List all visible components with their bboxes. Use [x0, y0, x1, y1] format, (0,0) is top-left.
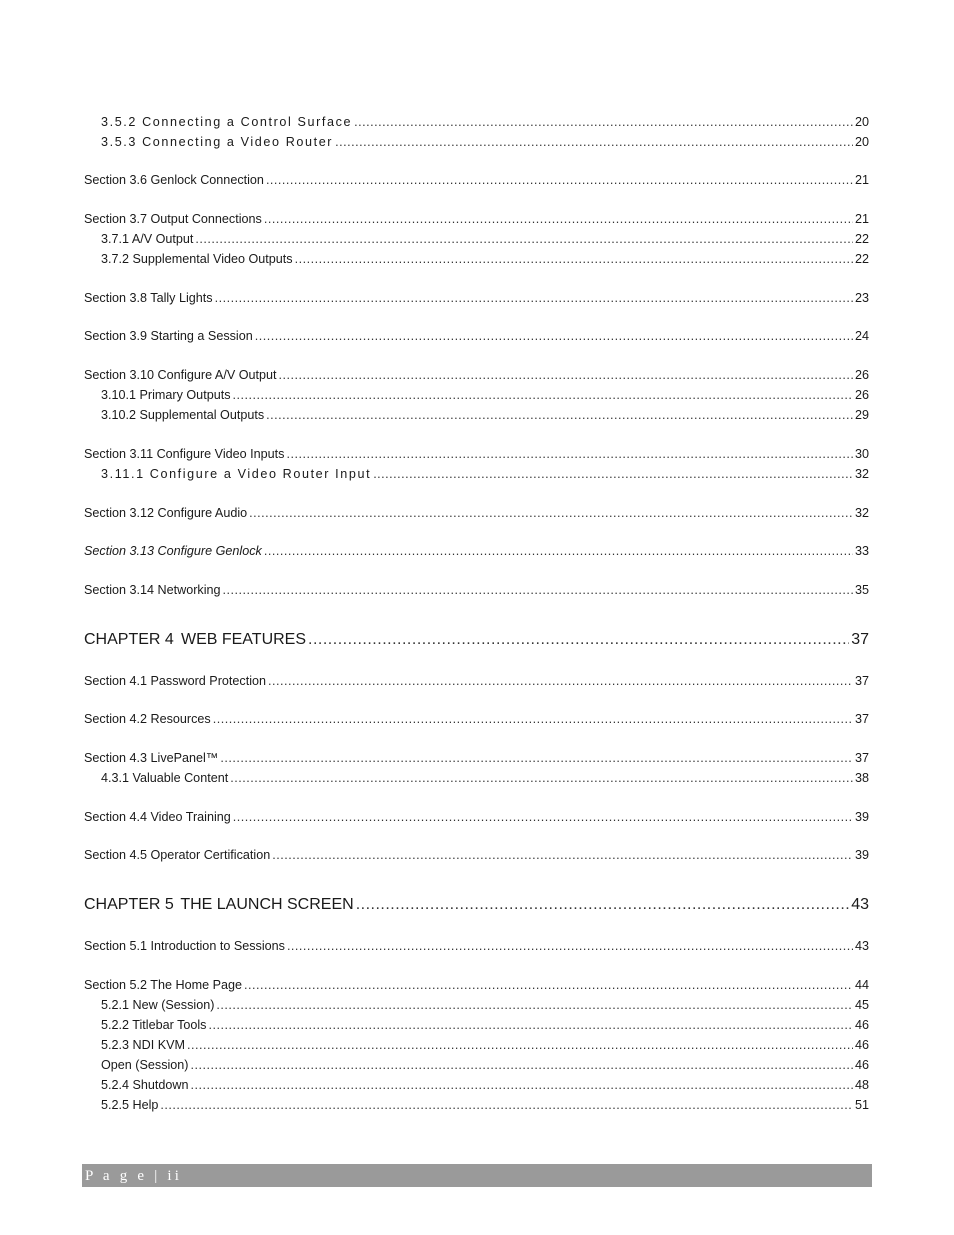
page-footer-bar: [82, 1164, 872, 1187]
toc-entry-title[interactable]: Section 3.14 Networking: [84, 583, 221, 597]
toc-page-number[interactable]: 44: [854, 978, 869, 992]
toc-page-number[interactable]: 24: [854, 329, 869, 343]
toc-page-number[interactable]: 39: [854, 848, 869, 862]
toc-page-number[interactable]: 39: [854, 810, 869, 824]
toc-entry[interactable]: [0, 288, 954, 308]
toc-page-number[interactable]: 26: [854, 388, 869, 402]
toc-page-number[interactable]: 35: [854, 583, 869, 597]
toc-entry[interactable]: [0, 405, 954, 425]
toc-entry-title[interactable]: 3.5.3 Connecting a Video Router: [101, 135, 334, 149]
toc-entry[interactable]: [0, 249, 954, 269]
toc-entry-title[interactable]: Section 4.5 Operator Certification: [84, 848, 271, 862]
toc-entry-title[interactable]: 4.3.1 Valuable Content: [101, 771, 229, 785]
toc-dot-leader: [308, 627, 849, 653]
toc-entry-title[interactable]: Open (Session): [101, 1058, 189, 1072]
toc-entry[interactable]: [0, 580, 954, 600]
toc-entry-title[interactable]: WEB FEATURES: [180, 631, 307, 648]
toc-chapter-number: CHAPTER 4: [84, 631, 174, 648]
toc-page-number[interactable]: 37: [854, 751, 869, 765]
toc-entry-title[interactable]: Section 4.4 Video Training: [84, 810, 231, 824]
toc-entry-title[interactable]: Section 5.2 The Home Page: [84, 978, 242, 992]
toc-dot-leader: [191, 1075, 853, 1095]
toc-entry[interactable]: [0, 132, 954, 152]
toc-dot-leader: [266, 405, 853, 425]
toc-entry[interactable]: [0, 541, 954, 561]
toc-dot-leader: [266, 170, 853, 190]
toc-entry[interactable]: [0, 1095, 954, 1115]
toc-chapter-number: CHAPTER 5: [84, 896, 174, 913]
toc-entry[interactable]: [0, 975, 954, 995]
toc-entry[interactable]: [0, 807, 954, 827]
toc-dot-leader: [335, 132, 853, 152]
toc-entry-title[interactable]: 3.7.2 Supplemental Video Outputs: [101, 252, 293, 266]
toc-entry[interactable]: [0, 1015, 954, 1035]
toc-page-number[interactable]: 21: [854, 212, 869, 226]
toc-dot-leader: [208, 1015, 853, 1035]
toc-entry[interactable]: [0, 326, 954, 346]
toc-entry-title[interactable]: 3.11.1 Configure a Video Router Input: [101, 467, 372, 481]
toc-dot-leader: [272, 845, 853, 865]
toc-entry-title[interactable]: 5.2.3 NDI KVM: [101, 1038, 185, 1052]
toc-entry-title[interactable]: 5.2.1 New (Session): [101, 998, 215, 1012]
toc-entry[interactable]: [0, 503, 954, 523]
toc-page-number[interactable]: 38: [854, 771, 869, 785]
toc-entry-title[interactable]: 3.7.1 A/V Output: [101, 232, 194, 246]
toc-chapter-entry[interactable]: [0, 627, 954, 653]
toc-entry[interactable]: [0, 1075, 954, 1095]
toc-dot-leader: [356, 892, 850, 918]
toc-dot-leader: [223, 580, 853, 600]
toc-entry-title[interactable]: 5.2.5 Help: [101, 1098, 159, 1112]
toc-dot-leader: [187, 1035, 853, 1055]
toc-page-number[interactable]: 43: [854, 939, 869, 953]
toc-dot-leader: [233, 807, 853, 827]
toc-dot-leader: [268, 671, 853, 691]
toc-page-number[interactable]: 51: [854, 1098, 869, 1112]
toc-entry[interactable]: [0, 385, 954, 405]
toc-dot-leader: [215, 288, 853, 308]
toc-entry[interactable]: [0, 209, 954, 229]
toc-page-number[interactable]: 46: [854, 1058, 869, 1072]
toc-page-number[interactable]: 37: [854, 712, 869, 726]
toc-entry[interactable]: [0, 1035, 954, 1055]
toc-dot-leader: [244, 975, 853, 995]
toc-entry[interactable]: [0, 229, 954, 249]
toc-page-number[interactable]: 22: [854, 232, 869, 246]
toc-page-number[interactable]: 37: [854, 674, 869, 688]
toc-entry-title[interactable]: Section 4.2 Resources: [84, 712, 211, 726]
toc-entry[interactable]: [0, 845, 954, 865]
toc-entry-title[interactable]: Section 3.12 Configure Audio: [84, 506, 248, 520]
toc-dot-leader: [216, 995, 853, 1015]
toc-entry[interactable]: [0, 1055, 954, 1075]
toc-page-number[interactable]: 48: [854, 1078, 869, 1092]
toc-dot-leader: [287, 936, 853, 956]
toc-entry[interactable]: [0, 995, 954, 1015]
toc-entry[interactable]: [0, 365, 954, 385]
toc-entry[interactable]: [0, 748, 954, 768]
toc-dot-leader: [264, 209, 853, 229]
toc-entry-title[interactable]: Section 3.7 Output Connections: [84, 212, 262, 226]
toc-chapter-entry[interactable]: [0, 892, 954, 918]
toc-page-number[interactable]: 33: [854, 544, 869, 558]
toc-dot-leader: [220, 748, 853, 768]
toc-entry-title[interactable]: THE LAUNCH SCREEN: [180, 896, 354, 913]
toc-entry-title[interactable]: 5.2.4 Shutdown: [101, 1078, 189, 1092]
toc-entry-title[interactable]: Section 3.8 Tally Lights: [84, 291, 213, 305]
toc-page-number[interactable]: 32: [854, 467, 869, 481]
toc-page-number[interactable]: 20: [854, 115, 869, 129]
toc-entry-title[interactable]: 5.2.2 Titlebar Tools: [101, 1018, 207, 1032]
toc-page-number[interactable]: 20: [854, 135, 869, 149]
toc-page-number[interactable]: 46: [854, 1018, 869, 1032]
toc-dot-leader: [195, 229, 853, 249]
toc-page-number[interactable]: 45: [854, 998, 869, 1012]
page-number-label: P a g e | ii: [85, 1168, 183, 1184]
toc-entry[interactable]: [0, 768, 954, 788]
toc-page-number[interactable]: 30: [854, 447, 869, 461]
toc-dot-leader: [160, 1095, 853, 1115]
toc-dot-leader: [191, 1055, 853, 1075]
toc-page-number[interactable]: 37: [851, 631, 869, 648]
toc-entry[interactable]: [0, 444, 954, 464]
toc-page-number[interactable]: 21: [854, 173, 869, 187]
toc-dot-leader: [286, 444, 853, 464]
toc-entry-title[interactable]: Section 3.6 Genlock Connection: [84, 173, 264, 187]
toc-entry-title[interactable]: Section 3.9 Starting a Session: [84, 329, 253, 343]
toc-page-number[interactable]: 46: [854, 1038, 869, 1052]
toc-dot-leader: [233, 385, 853, 405]
toc-entry-title[interactable]: Section 3.10 Configure A/V Output: [84, 368, 277, 382]
toc-page-number[interactable]: 22: [854, 252, 869, 266]
toc-entry[interactable]: [0, 112, 954, 132]
toc-entry-title[interactable]: Section 5.1 Introduction to Sessions: [84, 939, 285, 953]
toc-page-number[interactable]: 29: [854, 408, 869, 422]
toc-page-number[interactable]: 26: [854, 368, 869, 382]
toc-entry[interactable]: [0, 671, 954, 691]
toc-entry-title[interactable]: 3.10.2 Supplemental Outputs: [101, 408, 265, 422]
toc-page-number[interactable]: 32: [854, 506, 869, 520]
toc-entry[interactable]: [0, 709, 954, 729]
toc-entry-title[interactable]: Section 4.3 LivePanel™: [84, 751, 219, 765]
toc-entry[interactable]: [0, 170, 954, 190]
toc-entry-title[interactable]: Section 3.13 Configure Genlock: [84, 544, 262, 558]
toc-entry-title[interactable]: 3.5.2 Connecting a Control Surface: [101, 115, 353, 129]
toc-dot-leader: [249, 503, 853, 523]
toc-entry-title[interactable]: Section 3.11 Configure Video Inputs: [84, 447, 285, 461]
toc-page-number[interactable]: 43: [851, 896, 869, 913]
toc-entry[interactable]: [0, 936, 954, 956]
toc-dot-leader: [354, 112, 853, 132]
toc-dot-leader: [213, 709, 853, 729]
toc-dot-leader: [264, 541, 853, 561]
toc-entry-title[interactable]: Section 4.1 Password Protection: [84, 674, 267, 688]
toc-dot-leader: [279, 365, 853, 385]
toc-dot-leader: [255, 326, 853, 346]
toc-dot-leader: [230, 768, 853, 788]
toc-entry-title[interactable]: 3.10.1 Primary Outputs: [101, 388, 231, 402]
toc-page-number[interactable]: 23: [854, 291, 869, 305]
toc-entry[interactable]: [0, 464, 954, 484]
toc-dot-leader: [373, 464, 853, 484]
toc-dot-leader: [295, 249, 853, 269]
